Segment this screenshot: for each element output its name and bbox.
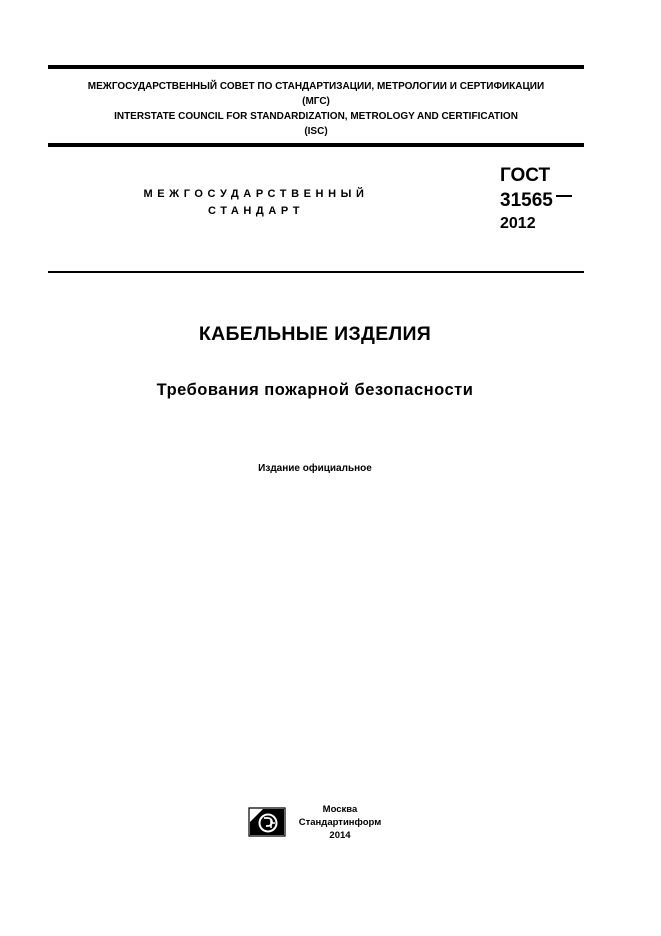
gost-dash: [556, 195, 572, 197]
council-name-ru: МЕЖГОСУДАРСТВЕННЫЙ СОВЕТ ПО СТАНДАРТИЗАЦИИ, МЕТРОЛОГИИ И СЕРТИФИКАЦИИ: [87, 81, 545, 92]
council-abbr-ru: (МГС): [302, 96, 330, 107]
publisher-city: Москва: [322, 804, 358, 815]
header-divider: [48, 143, 584, 147]
designation-divider: [48, 271, 584, 273]
top-rule: [48, 65, 584, 69]
council-abbr-en: (ISC): [304, 126, 328, 137]
gost-number: 31565: [500, 190, 553, 211]
gost-label: ГОСТ: [500, 165, 551, 186]
gost-year: 2012: [500, 215, 536, 232]
publisher-year: 2014: [329, 830, 351, 841]
publisher-imprint: [292, 803, 388, 842]
edition-note: Издание официальное: [258, 463, 372, 474]
document-subtitle: Требования пожарной безопасности: [156, 381, 474, 399]
council-header: [48, 79, 584, 139]
publisher-name: Стандартинформ: [298, 817, 382, 828]
standard-kind-line1: МЕЖГОСУДАРСТВЕННЫЙ: [143, 188, 369, 200]
standartinform-logo-icon: [247, 806, 287, 838]
gost-number-row: [500, 188, 572, 213]
standard-kind-line2: СТАНДАРТ: [207, 205, 305, 217]
council-name-en: INTERSTATE COUNCIL FOR STANDARDIZATION, METROLOGY AND CERTIFICATION: [114, 111, 518, 122]
standard-kind: [96, 186, 416, 220]
document-title: КАБЕЛЬНЫЕ ИЗДЕЛИЯ: [198, 323, 432, 345]
gost-designation: [500, 163, 572, 235]
